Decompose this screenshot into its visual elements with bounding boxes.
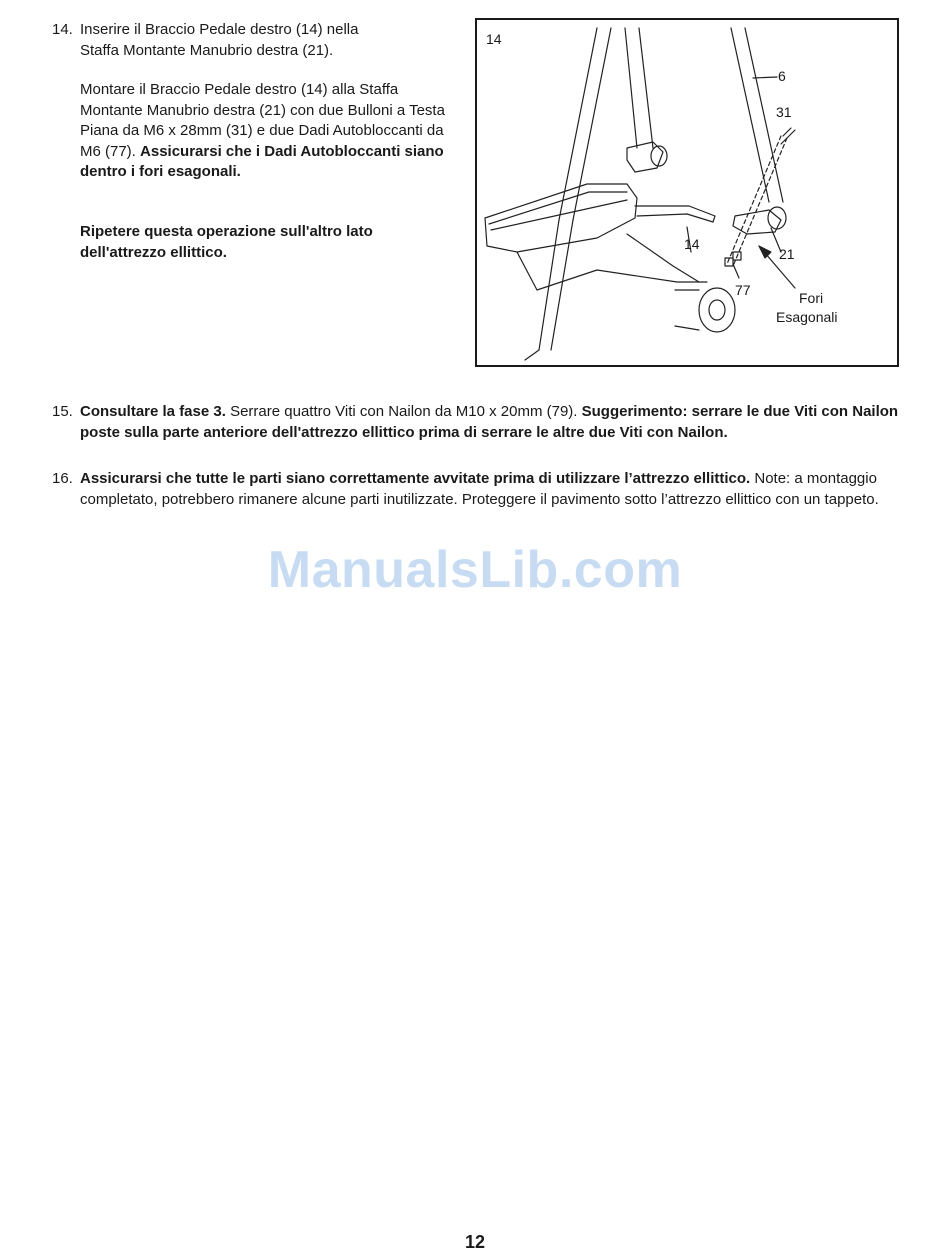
callout-part-21: 21 [779,246,795,262]
step-16-paragraph [80,469,900,510]
callout-part-14: 14 [684,236,700,252]
page-number: 12 [464,1232,486,1252]
step-15-normal-1: Serrare quattro Viti con Nailon da M10 x 20mm (79). [225,403,582,420]
callout-part-31: 31 [776,104,792,120]
step-14-p2-bold: Assicurarsi che i Dadi Autobloccanti siano dentro i fori esagonali. [80,142,444,180]
step-15-paragraph [80,402,900,443]
step-14-number: 14. [52,21,73,38]
callout-fori-line-1: Fori [799,290,824,306]
step-14-line-2: Staffa Montante Manubrio destra (21). [80,41,334,59]
step-14-line-1: Inserire il Braccio Pedale destro (14) nella [80,21,359,38]
callout-part-6: 6 [778,68,786,84]
step-15-number: 15. [52,403,73,420]
callout-fori-line-2: Esagonali [776,309,838,325]
figure-step-label: 14 [486,31,502,47]
step-15-bold-1: Consultare la fase 3. [80,403,226,420]
step-14-p2-normal: Montare il Braccio Pedale destro (14) alla Staffa Montante Manubrio destra (21) con due Bulloni a Testa Piana da M6 x 28mm (31) e due Dadi Autobloccanti da M6 (77). [80,81,445,160]
assembly-figure [475,18,899,367]
step-14-paragraph-2 [80,80,448,183]
step-14-paragraph-3 [80,222,430,263]
step-16-bold-1: Assicurarsi che tutte le parti siano correttamente avvitate prima di utilizzare l’attrezzo ellittico. [80,470,751,487]
step-16-normal-1: Note: a montaggio completato, potrebbero rimanere alcune parti inutilizzate. Proteggere il pavimento sotto l’attrezzo ellittico con un tappeto. [80,470,879,508]
step-14-p3-bold: Ripetere questa operazione sull'altro lato dell'attrezzo ellittico. [80,223,373,261]
callout-part-77: 77 [735,282,751,298]
watermark: ManualsLib.com [267,541,683,599]
step-16-number: 16. [52,470,73,487]
step-15-bold-2: Suggerimento: serrare le due Viti con Nailon poste sulla parte anteriore dell'attrezzo ellittico prima di serrare le altre due Viti con Nailon. [80,403,899,441]
step-14-paragraph-1 [80,20,460,61]
